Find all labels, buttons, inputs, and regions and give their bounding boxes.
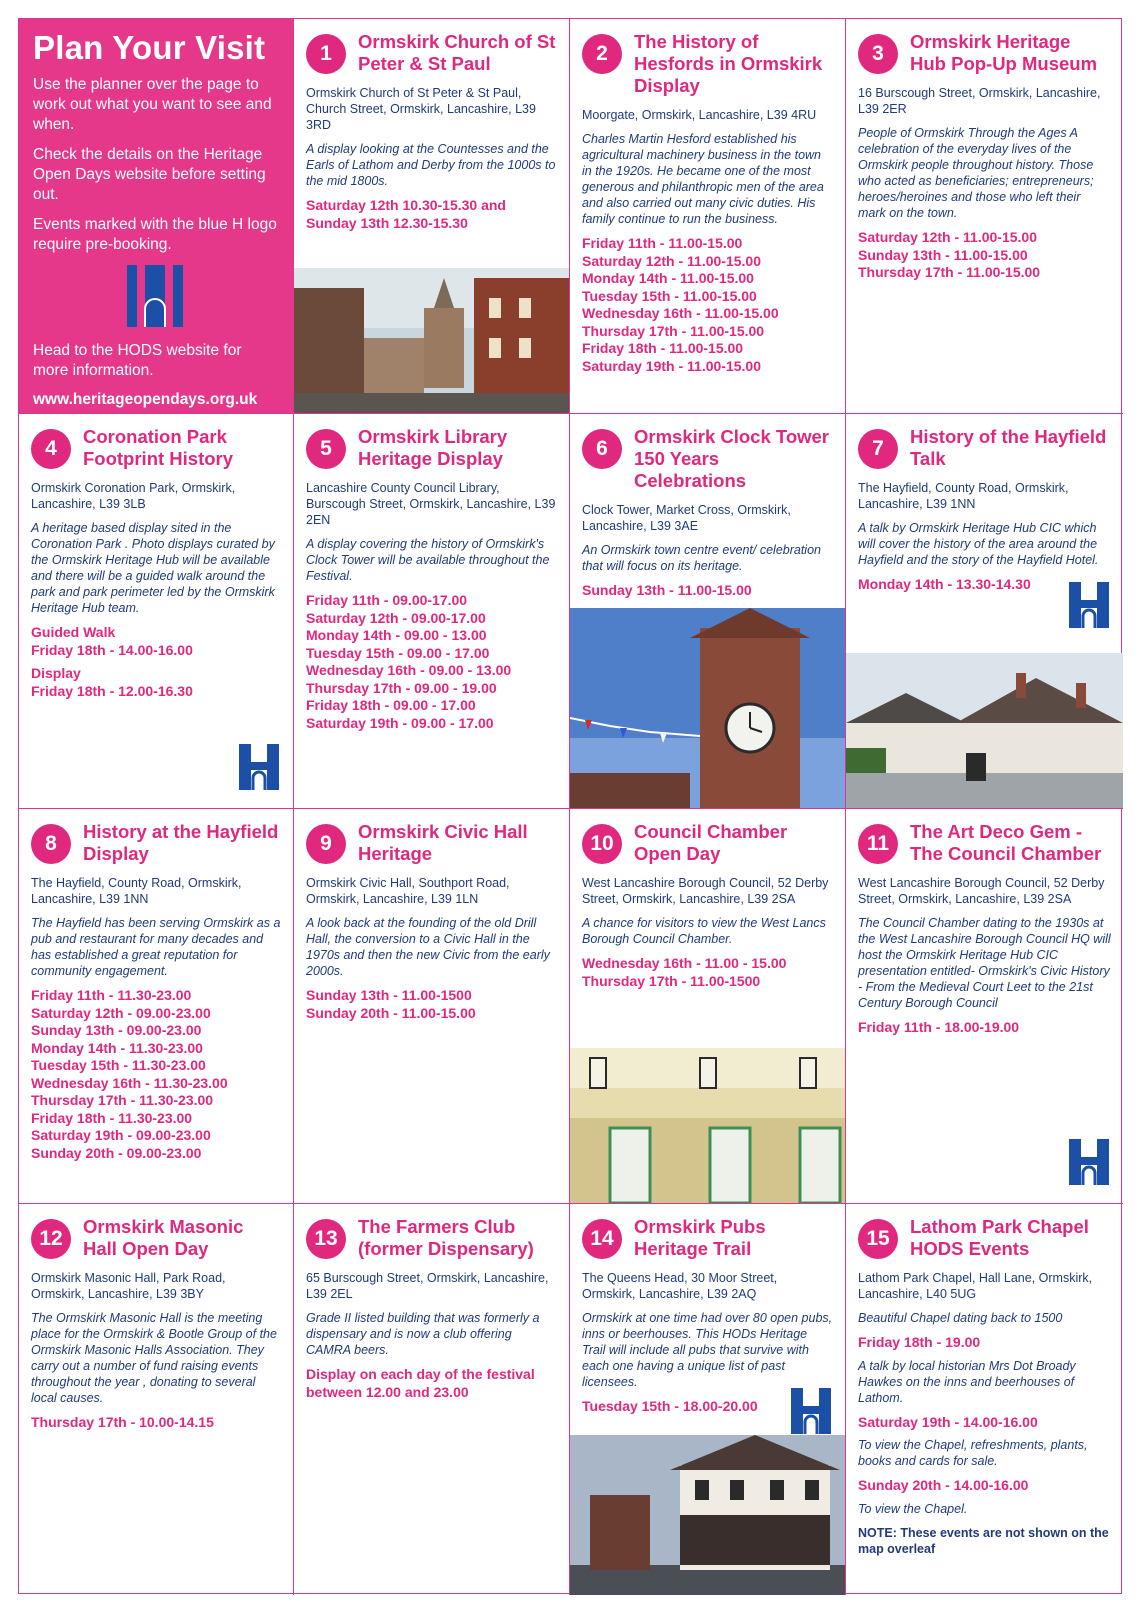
event-time: Display <box>31 665 81 681</box>
event-time: Friday 11th - 09.00-17.00 <box>306 592 468 608</box>
event-times <box>306 592 557 732</box>
event-description: An Ormskirk town centre event/ celebration that will focus on its heritage. <box>582 543 821 573</box>
event-times <box>31 987 281 1162</box>
event-card-6 <box>570 414 846 809</box>
event-address: Clock Tower, Market Cross, Ormskirk, Lancashire, L39 3AE <box>582 503 791 533</box>
event-times-sunday <box>858 1477 1111 1495</box>
event-time: Saturday 19th - 09.00-23.00 <box>31 1127 211 1143</box>
event-time: Tuesday 15th - 11.30-23.00 <box>31 1057 206 1073</box>
event-number: 13 <box>306 1219 346 1259</box>
event-time: Saturday 19th - 11.00-15.00 <box>582 357 761 374</box>
event-card-5 <box>294 414 570 809</box>
event-address: 65 Burscough Street, Ormskirk, Lancashire, L39 2EL <box>306 1271 549 1301</box>
event-time: Friday 11th - 11.30-23.00 <box>31 987 192 1003</box>
event-title: Ormskirk Library Heritage Display <box>358 426 508 469</box>
event-description: A heritage based display sited in the Coronation Park . Photo displays curated by the Ormskirk Heritage Hub will be available and there will be a guided walk around the park and park perimeter led by the Ormskirk Heritage Hub team. <box>31 521 275 615</box>
event-time: Saturday 19th - 09.00 - 17.00 <box>306 714 494 731</box>
event-time: Wednesday 16th - 11.00-15.00 <box>582 305 779 321</box>
event-title: Ormskirk Pubs Heritage Trail <box>634 1216 766 1259</box>
event-description: The Council Chamber dating to the 1930s at the West Lancashire Borough Council HQ will host the Ormskirk Heritage Hub CIC presentation entitled- Ormskirk's Civic History - From the Medieval Court Leet to the 21st Century Borough Council <box>858 916 1111 1010</box>
queens-head-pub-photo <box>570 1435 846 1595</box>
event-card-14 <box>570 1204 846 1595</box>
event-time: Sunday 20th - 09.00-23.00 <box>31 1144 202 1161</box>
event-title: Ormskirk Heritage Hub Pop-Up Museum <box>910 31 1098 74</box>
event-card-8 <box>19 809 294 1204</box>
event-card-2 <box>570 19 846 414</box>
event-card-12 <box>19 1204 294 1595</box>
event-time: Thursday 17th - 11.00-15.00 <box>858 264 1041 280</box>
event-time: Thursday 17th - 09.00 - 19.00 <box>306 679 497 696</box>
event-card-7 <box>846 414 1123 809</box>
event-description: A talk by Ormskirk Heritage Hub CIC which will cover the history of the area around the Hayfield and the story of the Hayfield Hotel. <box>858 521 1099 567</box>
visit-planner-grid <box>18 18 1122 1594</box>
event-title: Lathom Park Chapel HODS Events <box>910 1216 1089 1259</box>
intro-text-prebook: Events marked with the blue H logo require pre-booking. <box>33 216 277 253</box>
h-prebook-logo-icon <box>791 1388 831 1434</box>
event-card-11 <box>846 809 1123 1204</box>
intro-text-check: Check the details on the Heritage Open Days website before setting out. <box>33 146 266 203</box>
event-number: 9 <box>306 824 346 864</box>
event-address: The Hayfield, County Road, Ormskirk, Lancashire, L39 1NN <box>31 876 242 906</box>
event-time: Saturday 19th - 14.00-16.00 <box>858 1413 1038 1430</box>
event-time: Wednesday 16th - 11.30-23.00 <box>31 1074 228 1091</box>
event-number: 7 <box>858 429 898 469</box>
event-time: Sunday 13th - 09.00-23.00 <box>31 1022 202 1038</box>
event-time: Saturday 12th - 11.00-15.00 <box>858 229 1037 245</box>
event-title: History of the Hayfield Talk <box>910 426 1107 469</box>
event-times <box>582 235 833 375</box>
event-time: Thursday 17th - 11.30-23.00 <box>31 1092 214 1108</box>
event-description: People of Ormskirk Through the Ages A celebration of the everyday lives of the Ormskirk people throughout history. Those who acted as beneficiaries; entrepreneurs; heroes/heroines and those who left their mark on the town. <box>858 126 1094 220</box>
h-prebook-logo-icon <box>239 744 279 790</box>
event-description: Beautiful Chapel dating back to 1500 <box>858 1311 1063 1325</box>
event-title: Ormskirk Masonic Hall Open Day <box>83 1216 244 1259</box>
event-number: 5 <box>306 429 346 469</box>
event-number: 15 <box>858 1219 898 1259</box>
event-address: Ormskirk Civic Hall, Southport Road, Ormskirk, Lancashire, L39 1LN <box>306 876 510 906</box>
event-time: Sunday 13th - 11.00-1500 <box>306 987 472 1003</box>
event-number: 14 <box>582 1219 622 1259</box>
event-time: Thursday 17th - 11.00-15.00 <box>582 322 765 339</box>
event-time: Display on each day of the festival <box>306 1366 535 1382</box>
event-time: Thursday 17th - 10.00-14.15 <box>31 1414 214 1430</box>
website-link[interactable]: www.heritageopendays.org.uk <box>33 391 258 408</box>
hayfield-pub-photo <box>846 653 1123 808</box>
event-number: 4 <box>31 429 71 469</box>
map-note: NOTE: These events are not shown on the map overleaf <box>858 1525 1109 1556</box>
event-title: Ormskirk Civic Hall Heritage <box>358 821 528 864</box>
event-time: Monday 14th - 11.30-23.00 <box>31 1039 203 1056</box>
event-time: Friday 18th - 11.00-15.00 <box>582 340 744 356</box>
council-chamber-photo <box>570 1048 846 1203</box>
event-description: A chance for visitors to view the West Lancs Borough Council Chamber. <box>582 916 826 946</box>
event-time: Monday 14th - 09.00 - 13.00 <box>306 627 487 643</box>
h-prebook-logo-icon <box>1069 1139 1109 1185</box>
event-address: West Lancashire Borough Council, 52 Derby Street, Ormskirk, Lancashire, L39 2SA <box>858 876 1105 906</box>
event-time: Friday 18th - 11.30-23.00 <box>31 1109 193 1126</box>
event-title: Council Chamber Open Day <box>634 821 788 864</box>
event-description: A display covering the history of Ormskirk's Clock Tower will be available throughout the Festival. <box>306 537 550 583</box>
event-title: Ormskirk Clock Tower 150 Years Celebrations <box>634 426 830 491</box>
event-card-15 <box>846 1204 1123 1595</box>
event-title: The Farmers Club (former Dispensary) <box>358 1216 534 1259</box>
clock-tower-photo <box>570 608 846 808</box>
event-time: Sunday 13th 12.30-15.30 <box>306 214 468 231</box>
event-address: Moorgate, Ormskirk, Lancashire, L39 4RU <box>582 108 817 122</box>
event-time: Saturday 12th 10.30-15.30 and <box>306 197 506 213</box>
event-times <box>858 1334 1111 1352</box>
event-time: Saturday 12th - 09.00-23.00 <box>31 1004 211 1021</box>
event-address: Ormskirk Coronation Park, Ormskirk, Lancashire, L39 3LB <box>31 481 236 511</box>
event-time: between 12.00 and 23.00 <box>306 1383 469 1400</box>
event-number: 6 <box>582 429 622 469</box>
intro-text-planner: Use the planner over the page to work out what you want to see and when. <box>33 76 272 133</box>
event-description-sale: To view the Chapel, refreshments, plants, books and cards for sale. <box>858 1438 1088 1468</box>
event-description-talk: A talk by local historian Mrs Dot Broady Hawkes on the inns and beerhouses of Lathom. <box>858 1358 1076 1405</box>
event-time: Friday 18th - 19.00 <box>858 1334 981 1350</box>
event-times <box>582 955 833 990</box>
event-number: 3 <box>858 34 898 74</box>
event-time: Sunday 13th - 11.00-15.00 <box>582 582 752 598</box>
event-description: A look back at the founding of the old Drill Hall, the conversion to a Civic Hall in the 1970s and then the new Civic from the early 2000s. <box>306 916 550 978</box>
event-number: 1 <box>306 34 346 74</box>
event-number: 8 <box>31 824 71 864</box>
event-times <box>858 1019 1111 1037</box>
event-address: The Queens Head, 30 Moor Street, Ormskirk, Lancashire, L39 2AQ <box>582 1271 778 1301</box>
h-prebook-logo-icon <box>127 265 183 327</box>
event-times <box>31 624 281 659</box>
event-time: Saturday 12th - 11.00-15.00 <box>582 252 761 269</box>
event-number: 11 <box>858 824 898 864</box>
event-time: Wednesday 16th - 09.00 - 13.00 <box>306 662 512 678</box>
event-time: Tuesday 15th - 11.00-15.00 <box>582 287 757 304</box>
event-times <box>858 229 1111 282</box>
event-time: Thursday 17th - 11.00-1500 <box>582 972 761 989</box>
event-times <box>31 1414 281 1432</box>
event-description: Ormskirk at one time had over 80 open pubs, inns or beerhouses. This HODs Heritage Trail will include all pubs that survive with each one having a unique list of past licensees. <box>582 1311 833 1389</box>
event-title: The Art Deco Gem - The Council Chamber <box>910 821 1102 864</box>
event-time: Monday 14th - 11.00-15.00 <box>582 270 754 286</box>
event-address: Ormskirk Masonic Hall, Park Road, Ormskirk, Lancashire, L39 3BY <box>31 1271 226 1301</box>
event-title: History at the Hayfield Display <box>83 821 279 864</box>
event-time: Tuesday 15th - 18.00-20.00 <box>582 1398 758 1414</box>
event-card-4 <box>19 414 294 809</box>
event-card-9 <box>294 809 570 1204</box>
event-time: Friday 11th - 11.00-15.00 <box>582 235 743 251</box>
event-number: 12 <box>31 1219 71 1259</box>
h-prebook-logo-icon <box>1069 582 1109 628</box>
event-time: Sunday 20th - 11.00-15.00 <box>306 1004 476 1021</box>
event-time: Sunday 20th - 14.00-16.00 <box>858 1477 1029 1493</box>
event-time: Saturday 12th - 09.00-17.00 <box>306 609 486 626</box>
event-time: Friday 18th - 12.00-16.30 <box>31 682 193 699</box>
event-time: Guided Walk <box>31 624 116 640</box>
event-time: Monday 14th - 13.30-14.30 <box>858 576 1031 592</box>
event-title: The History of Hesfords in Ormskirk Display <box>634 31 823 96</box>
event-address: Lathom Park Chapel, Hall Lane, Ormskirk, Lancashire, L40 5UG <box>858 1271 1093 1301</box>
event-card-1 <box>294 19 570 414</box>
event-card-3 <box>846 19 1123 414</box>
event-time: Tuesday 15th - 09.00 - 17.00 <box>306 644 490 661</box>
event-number: 10 <box>582 824 622 864</box>
event-times-display <box>31 665 281 700</box>
event-title: Coronation Park Footprint History <box>83 426 234 469</box>
event-address: Ormskirk Church of St Peter & St Paul, Church Street, Ormskirk, Lancashire, L39 3RD <box>306 86 536 132</box>
event-address: The Hayfield, County Road, Ormskirk, Lancashire, L39 1NN <box>858 481 1069 511</box>
event-card-10 <box>570 809 846 1204</box>
intro-panel <box>19 19 294 414</box>
intro-text-website: Head to the HODS website for more information. <box>33 342 242 379</box>
event-description: Charles Martin Hesford established his agricultural machinery business in the town in the 1920s. He became one of the most generous and philanthropic men of the area and also carried out many civic duties. His family continue to run the business. <box>582 132 824 226</box>
event-description: Grade II listed building that was formerly a dispensary and is now a club offering CAMRA beers. <box>306 1311 540 1357</box>
event-times-talk <box>858 1414 1111 1432</box>
event-address: 16 Burscough Street, Ormskirk, Lancashire, L39 2ER <box>858 86 1101 116</box>
event-address: West Lancashire Borough Council, 52 Derby Street, Ormskirk, Lancashire, L39 2SA <box>582 876 829 906</box>
event-time: Sunday 13th - 11.00-15.00 <box>858 246 1028 263</box>
event-time: Friday 11th - 18.00-19.00 <box>858 1019 1020 1035</box>
event-description: A display looking at the Countesses and the Earls of Lathom and Derby from the 1000s to the mid 1800s. <box>306 142 556 188</box>
church-street-photo <box>294 268 570 413</box>
event-times <box>306 987 557 1022</box>
event-time: Friday 18th - 09.00 - 17.00 <box>306 697 476 713</box>
event-description-view: To view the Chapel. <box>858 1501 968 1516</box>
page-title: Plan Your Visit <box>33 29 266 66</box>
event-description: The Ormskirk Masonic Hall is the meeting place for the Ormskirk & Bootle Group of the Ormskirk Masonic Halls Association. They carry out a number of fund raising events throughout the year , donating to several local causes. <box>31 1311 277 1405</box>
event-times <box>306 1366 557 1401</box>
event-time: Friday 18th - 14.00-16.00 <box>31 641 193 658</box>
event-time: Wednesday 16th - 11.00 - 15.00 <box>582 955 787 971</box>
event-times <box>306 197 557 232</box>
event-description: The Hayfield has been serving Ormskirk as a pub and restaurant for many decades and has established a great reputation for community engagement. <box>31 916 281 978</box>
event-times <box>582 582 833 600</box>
event-number: 2 <box>582 34 622 74</box>
event-card-13 <box>294 1204 570 1595</box>
event-address: Lancashire County Council Library, Burscough Street, Ormskirk, Lancashire, L39 2EN <box>306 481 556 527</box>
event-title: Ormskirk Church of St Peter & St Paul <box>358 31 556 74</box>
